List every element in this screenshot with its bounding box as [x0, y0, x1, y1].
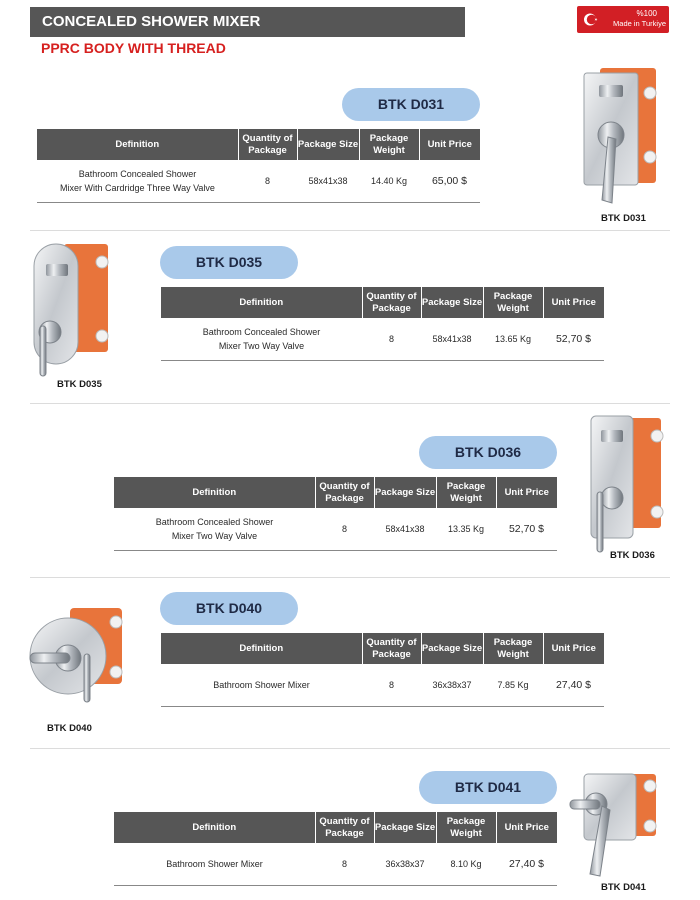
section-divider — [30, 230, 670, 231]
definition-cell: Bathroom Shower Mixer — [161, 664, 362, 706]
header-price: Unit Price — [543, 287, 604, 318]
header-definition: Definition — [114, 812, 315, 843]
product-code-pill: BTK D040 — [160, 592, 298, 625]
product-label: BTK D040 — [47, 723, 92, 734]
header-weight: Package Weight — [483, 287, 543, 318]
header-weight: Package Weight — [359, 129, 419, 160]
section-divider — [30, 577, 670, 578]
product-code-pill: BTK D031 — [342, 88, 480, 121]
product-spec-table — [161, 287, 604, 361]
header-size: Package Size — [374, 812, 436, 843]
size-cell: 36x38x37 — [421, 664, 483, 706]
price-cell: 52,70 $ — [543, 318, 604, 360]
weight-cell: 7.85 Kg — [483, 664, 543, 706]
badge-percent: %100 — [636, 9, 657, 18]
turkish-flag-icon — [579, 8, 607, 31]
header-price: Unit Price — [419, 129, 480, 160]
header-price: Unit Price — [496, 812, 557, 843]
product-image-btk-d035 — [28, 240, 112, 380]
header-weight: Package Weight — [436, 477, 496, 508]
header-quantity: Quantity of Package — [362, 633, 421, 664]
header-quantity: Quantity of Package — [238, 129, 297, 160]
product-code-pill: BTK D036 — [419, 436, 557, 469]
size-cell: 36x38x37 — [374, 843, 436, 885]
page-title: CONCEALED SHOWER MIXER — [30, 7, 465, 37]
section-divider — [30, 403, 670, 404]
header-definition: Definition — [37, 129, 238, 160]
definition-cell: Bathroom Concealed Shower Mixer Two Way Valve — [161, 318, 362, 360]
header-definition: Definition — [161, 633, 362, 664]
definition-cell: Bathroom Shower Mixer — [114, 843, 315, 885]
header-size: Package Size — [374, 477, 436, 508]
product-image-btk-d041 — [566, 770, 660, 880]
product-image-btk-d036 — [585, 412, 667, 554]
weight-cell: 8.10 Kg — [436, 843, 496, 885]
header-quantity: Quantity of Package — [362, 287, 421, 318]
product-spec-table — [114, 477, 557, 551]
page-subtitle: PPRC BODY WITH THREAD — [41, 40, 226, 56]
definition-cell: Bathroom Concealed Shower Mixer Two Way Valve — [114, 508, 315, 550]
header-price: Unit Price — [543, 633, 604, 664]
quantity-cell: 8 — [315, 508, 374, 550]
header-weight: Package Weight — [436, 812, 496, 843]
product-label: BTK D031 — [601, 213, 646, 224]
header-weight: Package Weight — [483, 633, 543, 664]
badge-made-in: Made in Turkiye — [613, 19, 666, 28]
header-size: Package Size — [421, 287, 483, 318]
header-definition: Definition — [161, 287, 362, 318]
price-cell: 27,40 $ — [543, 664, 604, 706]
product-spec-table — [161, 633, 604, 707]
product-label: BTK D036 — [610, 550, 655, 561]
product-code-pill: BTK D035 — [160, 246, 298, 279]
product-image-btk-d040 — [26, 600, 126, 718]
product-label: BTK D035 — [57, 379, 102, 390]
weight-cell: 13.35 Kg — [436, 508, 496, 550]
price-cell: 65,00 $ — [419, 160, 480, 202]
quantity-cell: 8 — [238, 160, 297, 202]
price-cell: 27,40 $ — [496, 843, 557, 885]
weight-cell: 14.40 Kg — [359, 160, 419, 202]
size-cell: 58x41x38 — [297, 160, 359, 202]
weight-cell: 13.65 Kg — [483, 318, 543, 360]
quantity-cell: 8 — [315, 843, 374, 885]
section-divider — [30, 748, 670, 749]
price-cell: 52,70 $ — [496, 508, 557, 550]
made-in-turkiye-badge — [577, 6, 669, 33]
header-quantity: Quantity of Package — [315, 812, 374, 843]
header-price: Unit Price — [496, 477, 557, 508]
header-size: Package Size — [421, 633, 483, 664]
product-label: BTK D041 — [601, 882, 646, 893]
product-code-pill: BTK D041 — [419, 771, 557, 804]
header-size: Package Size — [297, 129, 359, 160]
definition-cell: Bathroom Concealed Shower Mixer With Cardridge Three Way Valve — [37, 160, 238, 202]
header-definition: Definition — [114, 477, 315, 508]
size-cell: 58x41x38 — [374, 508, 436, 550]
quantity-cell: 8 — [362, 664, 421, 706]
header-quantity: Quantity of Package — [315, 477, 374, 508]
size-cell: 58x41x38 — [421, 318, 483, 360]
product-image-btk-d031 — [572, 65, 664, 211]
product-spec-table — [114, 812, 557, 886]
quantity-cell: 8 — [362, 318, 421, 360]
product-spec-table — [37, 129, 480, 203]
